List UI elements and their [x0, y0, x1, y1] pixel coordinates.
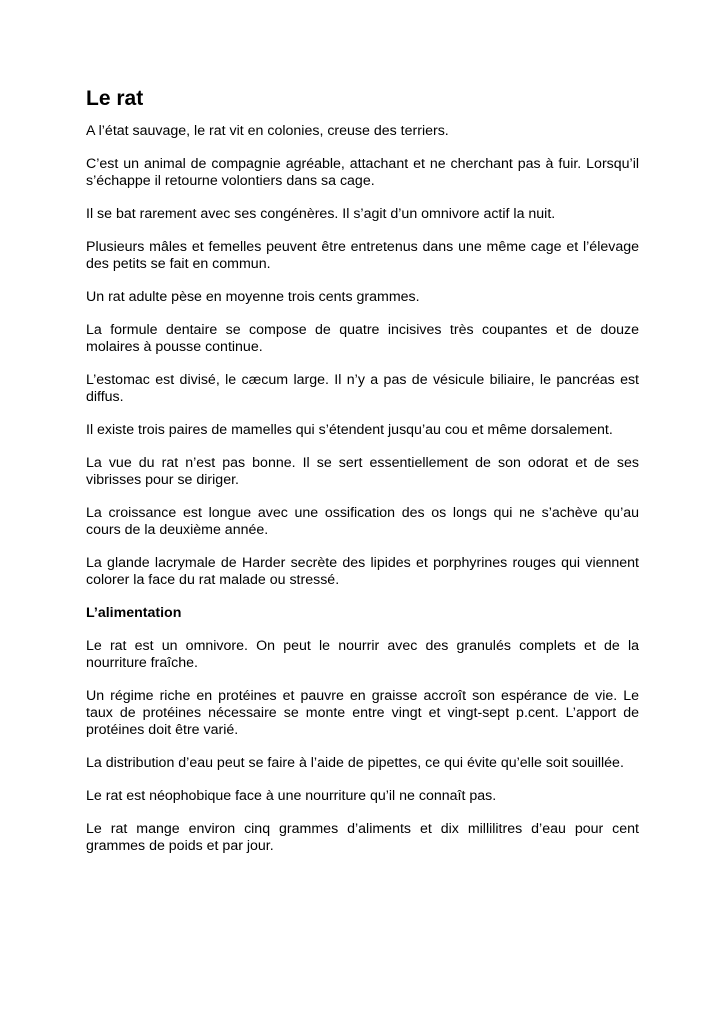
paragraph: Le rat est néophobique face à une nourriture qu’il ne connaît pas. [86, 788, 497, 804]
paragraph: La glande lacrymale de Harder secrète des lipides et porphyrines rouges qui viennent colorer la face du rat malade ou stressé. [86, 555, 639, 588]
document-page [86, 86, 639, 871]
paragraph: La distribution d’eau peut se faire à l’aide de pipettes, ce qui évite qu’elle soit souillée. [86, 755, 624, 771]
paragraph: Le rat mange environ cinq grammes d’aliments et dix millilitres d’eau pour cent grammes de poids et par jour. [86, 821, 639, 854]
paragraph: La formule dentaire se compose de quatre incisives très coupantes et de douze molaires à pousse continue. [86, 322, 639, 355]
page-title: Le rat [86, 87, 144, 110]
paragraph: C’est un animal de compagnie agréable, attachant et ne cherchant pas à fuir. Lorsqu’il s’échappe il retourne volontiers dans sa cage. [86, 156, 639, 189]
paragraph: L’estomac est divisé, le cæcum large. Il n’y a pas de vésicule biliaire, le pancréas est diffus. [86, 372, 639, 405]
paragraph: La croissance est longue avec une ossification des os longs qui ne s’achève qu’au cours de la deuxième année. [86, 505, 639, 538]
paragraph: Il se bat rarement avec ses congénères. Il s’agit d’un omnivore actif la nuit. [86, 206, 556, 222]
paragraph: La vue du rat n’est pas bonne. Il se sert essentiellement de son odorat et de ses vibrisses pour se diriger. [86, 455, 639, 488]
paragraph: Il existe trois paires de mamelles qui s’étendent jusqu’au cou et même dorsalement. [86, 422, 613, 438]
paragraph: Un régime riche en protéines et pauvre en graisse accroît son espérance de vie. Le taux de protéines nécessaire se monte entre vingt et vingt-sept p.cent. L’apport de protéines doit être varié. [86, 688, 639, 738]
paragraph: Le rat est un omnivore. On peut le nourrir avec des granulés complets et de la nourriture fraîche. [86, 638, 639, 671]
paragraph: Plusieurs mâles et femelles peuvent être entretenus dans une même cage et l’élevage des petits se fait en commun. [86, 239, 639, 272]
paragraph: Un rat adulte pèse en moyenne trois cents grammes. [86, 289, 420, 305]
section-heading-alimentation: L’alimentation [86, 605, 182, 621]
paragraph: A l’état sauvage, le rat vit en colonies, creuse des terriers. [86, 123, 449, 139]
